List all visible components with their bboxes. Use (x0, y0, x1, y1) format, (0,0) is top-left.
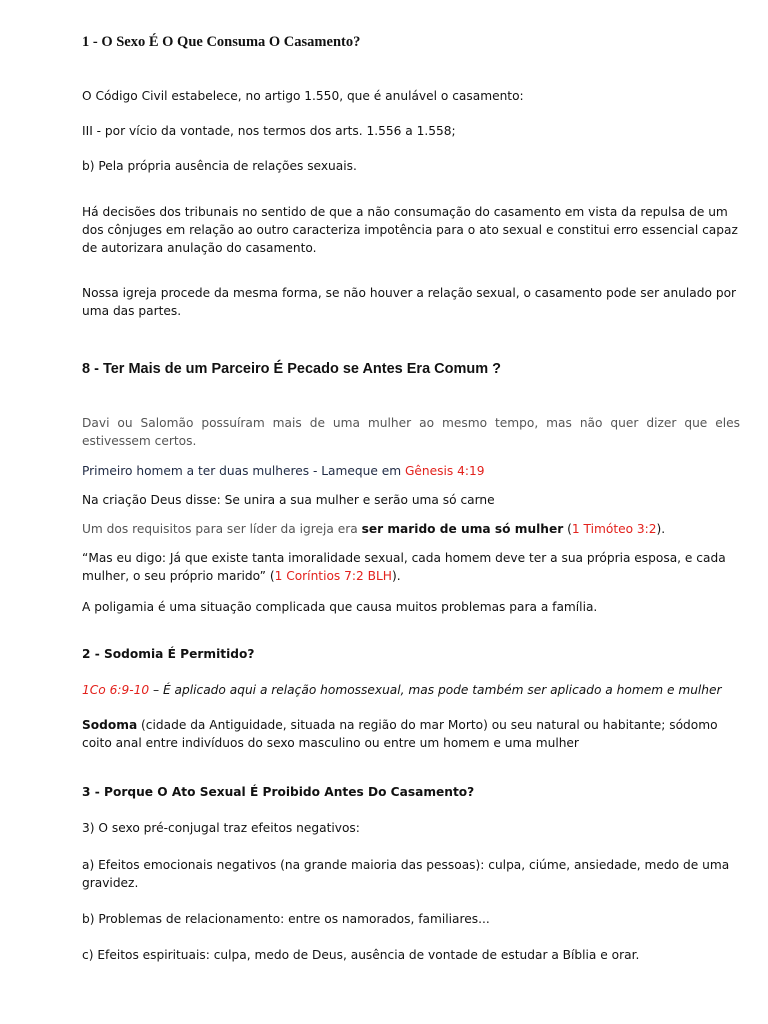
paren-close: ). (656, 522, 666, 536)
paragraph: c) Efeitos espirituais: culpa, medo de Deus, ausência de vontade de estudar a Bíblia e orar. (82, 948, 640, 962)
paragraph-text: – É aplicado aqui a relação homossexual, mas pode também ser aplicado a homem e mulher (149, 683, 722, 697)
paragraph (82, 520, 740, 538)
paragraph: Na criação Deus disse: Se unira a sua mulher e serão uma só carne (82, 493, 495, 507)
heading-section-2: 2 - Sodomia É Permitido? (82, 647, 255, 661)
paragraph: Davi ou Salomão possuíram mais de uma mulher ao mesmo tempo, mas não quer dizer que eles estivessem certos. (82, 416, 740, 448)
bible-reference-link[interactable]: Gênesis 4:19 (404, 464, 485, 478)
paren-open: ( (563, 522, 572, 536)
paragraph (82, 681, 740, 699)
paragraph-text: Primeiro homem a ter duas mulheres - Lameque em (82, 464, 405, 478)
heading-section-8: 8 - Ter Mais de um Parceiro É Pecado se Antes Era Comum ? (82, 361, 502, 377)
paragraph (82, 462, 740, 480)
paragraph (82, 549, 740, 585)
bold-text: ser marido de uma só mulher (361, 522, 564, 536)
paragraph: b) Problemas de relacionamento: entre os namorados, familiares... (82, 912, 490, 926)
paragraph: O Código Civil estabelece, no artigo 1.550, que é anulável o casamento: (82, 89, 524, 103)
bold-text: Sodoma (82, 718, 138, 732)
paragraph: b) Pela própria ausência de relações sexuais. (82, 159, 357, 173)
paren-close: ). (391, 569, 401, 583)
bible-reference-link[interactable]: 1Co 6:9-10 (82, 683, 150, 697)
bible-reference-link[interactable]: 1 Timóteo 3:2 (571, 522, 657, 536)
paragraph: 3) O sexo pré-conjugal traz efeitos negativos: (82, 821, 360, 835)
paragraph: III - por vício da vontade, nos termos dos arts. 1.556 a 1.558; (82, 124, 456, 138)
paragraph (82, 716, 740, 752)
paragraph-text: (cidade da Antiguidade, situada na região do mar Morto) ou seu natural ou habitante; sódomo coito anal entre indivíduos do sexo masculino ou entre um homem e uma mulher (82, 718, 718, 750)
heading-section-1: 1 - O Sexo É O Que Consuma O Casamento? (82, 34, 361, 50)
paragraph: Nossa igreja procede da mesma forma, se não houver a relação sexual, o casamento pode ser anulado por uma das partes. (82, 286, 737, 318)
heading-section-3: 3 - Porque O Ato Sexual É Proibido Antes Do Casamento? (82, 785, 475, 799)
quote-text: “Mas eu digo: Já que existe tanta imoralidade sexual, cada homem deve ter a sua própria esposa, e cada mulher, o seu próprio marido” ( (82, 551, 726, 583)
paragraph-text: Um dos requisitos para ser líder da igreja era (82, 522, 362, 536)
paragraph: a) Efeitos emocionais negativos (na grande maioria das pessoas): culpa, ciúme, ansiedade, medo de uma gravidez. (82, 858, 730, 890)
paragraph: A poligamia é uma situação complicada que causa muitos problemas para a família. (82, 600, 598, 614)
paragraph: Há decisões dos tribunais no sentido de que a não consumação do casamento em vista da repulsa de um dos cônjuges em relação ao outro caracteriza impotência para o ato sexual e constitui erro essencial capaz de autorizara anulação do casamento. (82, 205, 738, 255)
bible-reference-link[interactable]: 1 Coríntios 7:2 BLH (274, 569, 392, 583)
